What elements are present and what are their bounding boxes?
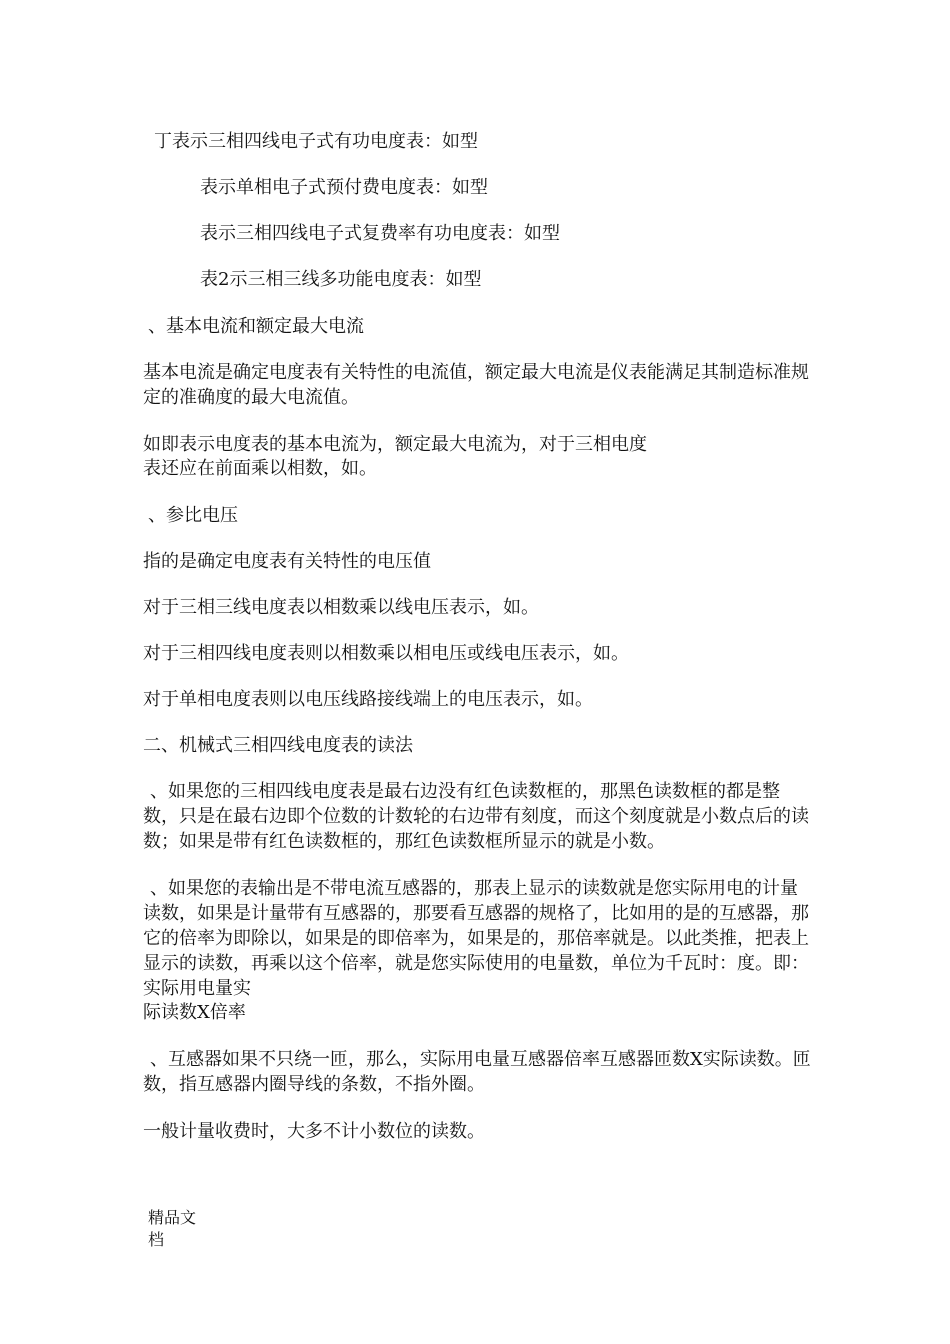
- paragraph-voltage-definition: 指的是确定电度表有关特性的电压值: [143, 551, 431, 572]
- paragraph-current-definition: 基本电流是确定电度表有关特性的电流值，额定最大电流是仪表能满足其制造标准规定的准确度的最大电流值。: [143, 362, 809, 408]
- paragraph-reading-2-tail: 际读数X倍率: [143, 1002, 246, 1023]
- meter-type-line-3: 表示三相四线电子式复费率有功电度表：如型: [200, 223, 560, 244]
- meter-type-line-4: 表2示三相三线多功能电度表：如型: [200, 269, 482, 290]
- paragraph-voltage-three-phase-three-wire: 对于三相三线电度表以相数乘以线电压表示，如。: [143, 597, 539, 618]
- paragraph-current-example-line-2: 表还应在前面乘以相数，如。: [143, 458, 377, 479]
- meter-type-line-2: 表示单相电子式预付费电度表：如型: [200, 177, 488, 198]
- heading-meter-reading: 二、机械式三相四线电度表的读法: [143, 735, 413, 756]
- heading-reference-voltage: 、参比电压: [148, 505, 238, 526]
- heading-basic-current: 、基本电流和额定最大电流: [148, 316, 364, 337]
- meter-type-line-1: 丁表示三相四线电子式有功电度表：如型: [154, 131, 478, 152]
- paragraph-reading-1: 、如果您的三相四线电度表是最右边没有红色读数框的，那黑色读数框的都是整数，只是在最右边即个位数的计数轮的右边带有刻度，而这个刻度就是小数点后的读数；如果是带有红色读数框的，那红色读数框所显示的就是小数。: [143, 781, 809, 852]
- paragraph-voltage-single-phase: 对于单相电度表则以电压线路接线端上的电压表示，如。: [143, 689, 593, 710]
- footer-label: 精品文档: [148, 1208, 197, 1249]
- paragraph-reading-3: 、互感器如果不只绕一匝，那么，实际用电量互感器倍率互感器匝数X实际读数。匝数，指互感器内圈导线的条数，不指外圈。: [143, 1049, 811, 1095]
- paragraph-current-example-line-1: 如即表示电度表的基本电流为，额定最大电流为，对于三相电度: [143, 434, 647, 455]
- paragraph-voltage-three-phase-four-wire: 对于三相四线电度表则以相数乘以相电压或线电压表示，如。: [143, 643, 629, 664]
- paragraph-reading-4: 一般计量收费时，大多不计小数位的读数。: [143, 1121, 485, 1142]
- paragraph-reading-2: 、如果您的表输出是不带电流互感器的，那表上显示的读数就是您实际用电的计量读数，如果是计量带有互感器的，那要看互感器的规格了，比如用的是的互感器，那它的倍率为即除以，如果是的即倍率为，如果是的，那倍率就是。以此类推，把表上显示的读数，再乘以这个倍率，就是您实际使用的电量数，单位为千瓦时：度。即：实际用电量实: [143, 878, 809, 999]
